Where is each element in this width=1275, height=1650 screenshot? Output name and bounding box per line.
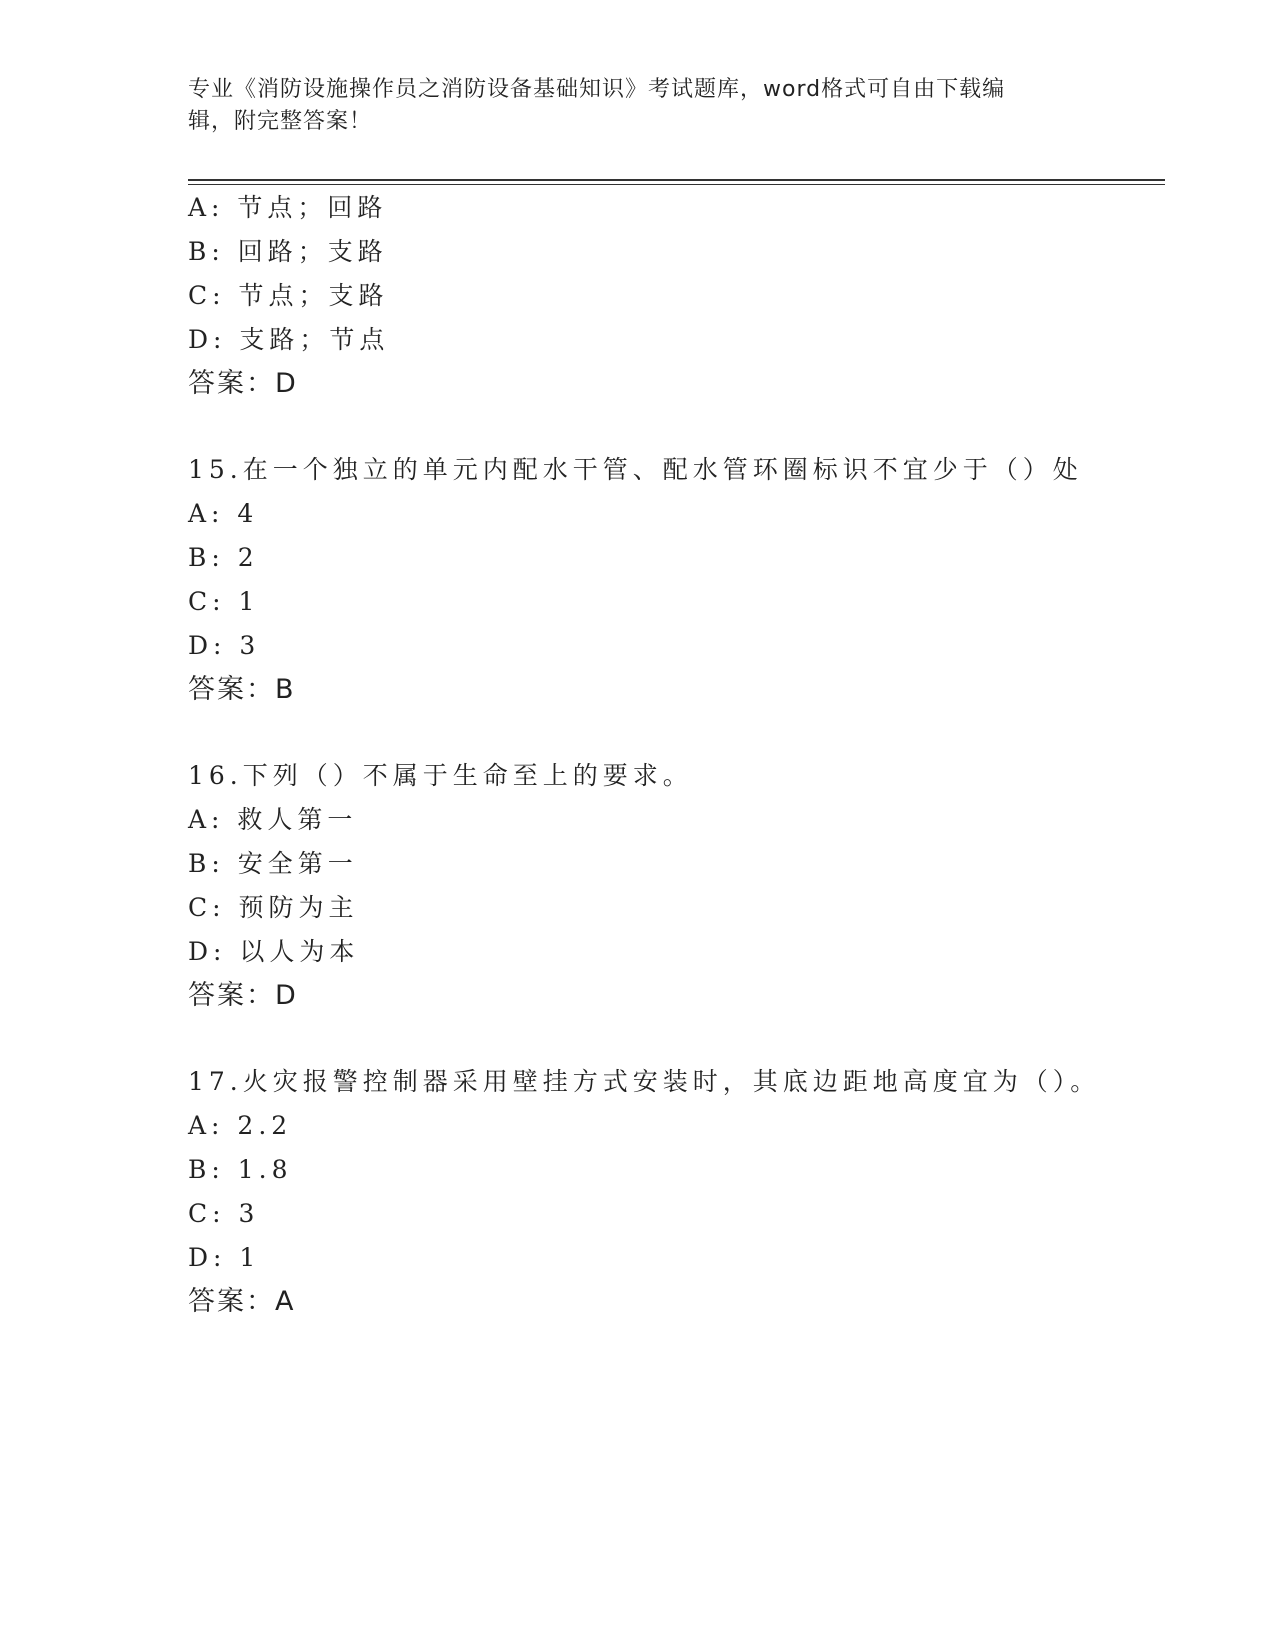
q15-stem: 15.在一个独立的单元内配水干管、配水管环圈标识不宜少于（）处: [188, 455, 1083, 484]
q15-option-d: D: 3: [188, 631, 261, 660]
q17-answer: 答案：A: [188, 1286, 296, 1317]
q17-option-a: A: 2.2: [188, 1111, 293, 1140]
q16-option-a: A: 救人第一: [188, 805, 358, 834]
q16-stem: 16.下列（）不属于生命至上的要求。: [188, 761, 693, 790]
q15-option-c: C: 1: [188, 587, 260, 616]
q15-option-a: A: 4: [188, 499, 259, 528]
q15-answer: 答案：B: [188, 674, 296, 705]
q16-option-d: D: 以人为本: [188, 937, 360, 966]
q14-option-a: A: 节点；回路: [188, 193, 388, 222]
header-divider-thin: [188, 184, 1165, 185]
document-header: [188, 74, 1088, 138]
q14-option-b: B: 回路；支路: [188, 237, 388, 266]
q17-option-d: D: 1: [188, 1243, 261, 1272]
q14-option-c: C: 节点；支路: [188, 281, 389, 310]
q17-option-b: B: 1.8: [188, 1155, 293, 1184]
q14-answer: 答案：D: [188, 368, 298, 399]
q14-option-d: D: 支路；节点: [188, 325, 390, 354]
header-line-2: 辑，附完整答案！: [188, 109, 373, 134]
q16-answer: 答案：D: [188, 980, 298, 1011]
header-divider-thick: [188, 179, 1165, 181]
header-line-1: 专业《消防设施操作员之消防设备基础知识》考试题库，word格式可自由下载编: [188, 77, 1006, 102]
q16-option-b: B: 安全第一: [188, 849, 358, 878]
q15-option-b: B: 2: [188, 543, 259, 572]
q17-stem: 17.火灾报警控制器采用壁挂方式安装时，其底边距地高度宜为（）。: [188, 1067, 1101, 1096]
q16-option-c: C: 预防为主: [188, 893, 359, 922]
q17-option-c: C: 3: [188, 1199, 260, 1228]
